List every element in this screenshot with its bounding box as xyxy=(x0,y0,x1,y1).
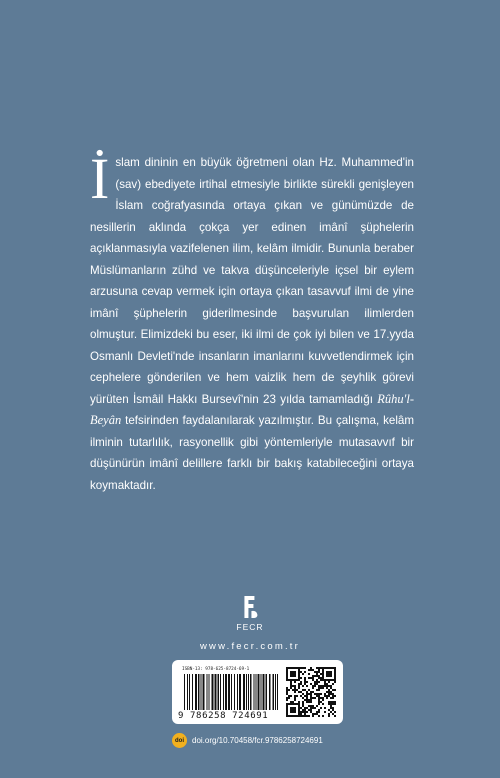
doi-link[interactable]: doi.org/10.70458/fcr.9786258724691 xyxy=(192,736,323,745)
drop-cap: İ xyxy=(90,146,110,211)
blurb-text-part2: tefsirinden faydalanılarak yazılmıştır. Bu çalışma, kelâm ilminin tutarlılık, rasyonellik gibi yöntemleriyle mutasavvıf bir düşünürün imânî delillere farklı bir bakış katabileceğini ortaya koymaktadır. xyxy=(90,414,414,492)
publisher-website: www.fecr.com.tr xyxy=(199,641,301,652)
barcode-bars xyxy=(182,674,280,712)
doi-badge-icon: doi xyxy=(172,733,187,748)
barcode-digits: 9 786258 724691 xyxy=(178,711,269,721)
blurb-text-part1: slam dininin en büyük öğretmeni olan Hz. Muhammed'in (sav) ebediyete irtihal etmesiyle birlikte sürekli genişleyen İslam coğrafyasında ortaya çıkan ve günümüzde de nesillerin aklında çokça yer edinen imânî şüphelerin açıklanmasıyla vazifelenen ilim, kelâm ilmidir. Bununla beraber Müslümanların zühd ve takva düşünceleriyle içsel bir eylem arzusuna cevap vermek için ortaya çıkan tasavvuf ilmi de yine imânî şüphelerin giderilmesinde başvurulan ilimlerden olmuştur. Elimizdeki bu eser, iki ilmi de çok iyi bilen ve 17.yyda Osmanlı Devleti'nde insanların imanlarını kuvvetlendirmek için cephelere gönderilen ve hem vaizlik hem de şeyhlik görevi yürüten İsmâil Hakkı Bursevî'nin 23 yılda tamamladığı xyxy=(90,156,414,406)
doi-row xyxy=(172,733,323,748)
publisher-name: FECR xyxy=(236,622,264,632)
back-cover-blurb xyxy=(90,146,414,496)
qr-code-icon xyxy=(286,667,336,717)
book-title-italic: Rûhu'l-Beyân xyxy=(90,391,414,427)
publisher-logo xyxy=(236,594,263,632)
fecr-logo-icon xyxy=(240,594,260,620)
barcode-panel xyxy=(172,660,343,724)
isbn-label: ISBN-13: 978-625-8724-69-1 xyxy=(182,667,250,672)
